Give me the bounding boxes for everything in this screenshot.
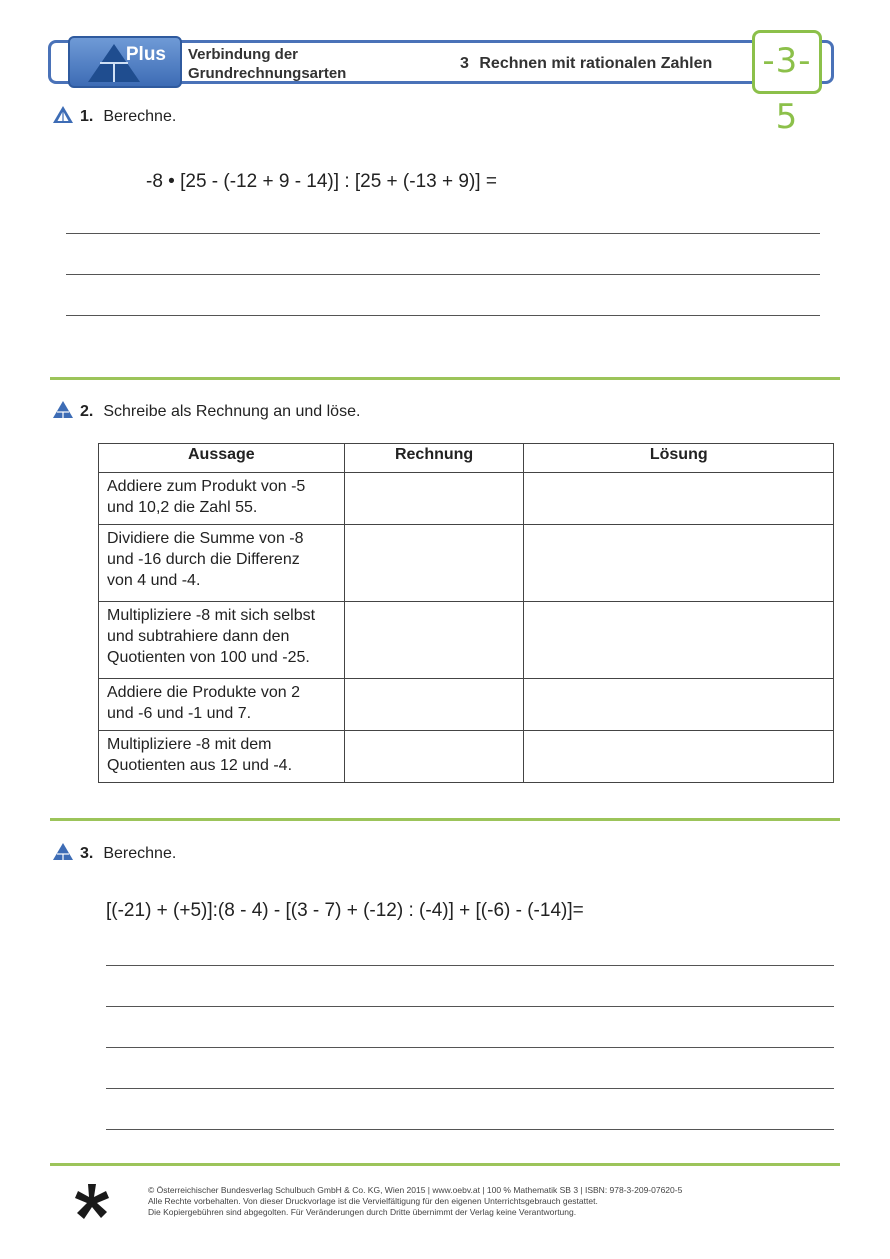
solution-cell[interactable]	[524, 602, 834, 679]
copyright-line-3: Die Kopiergebühren sind abgegolten. Für Veränderungen durch Dritte übernimmt der Verlag keine Verantwortung.	[148, 1207, 577, 1217]
task2-heading	[80, 403, 360, 421]
section-divider-3	[50, 1163, 840, 1166]
task1-expression: -8 • [25 - (-12 + 9 - 14)] : [25 + (-13 + 9)] =	[146, 171, 497, 192]
statement-cell	[99, 473, 345, 525]
statement-line: Quotienten aus 12 und -4.	[107, 757, 293, 774]
table-row	[99, 473, 834, 525]
page-number-badge: -3-5	[752, 30, 822, 94]
statement-line: Multipliziere -8 mit dem	[107, 736, 272, 753]
column-header-aussage: Aussage	[99, 444, 345, 473]
task3-answer-line-2[interactable]	[106, 1006, 834, 1007]
statement-line: Addiere die Produkte von 2	[107, 684, 301, 701]
task1-number: 1.	[80, 108, 94, 125]
task3-instruction: Berechne.	[103, 845, 177, 862]
copyright-line-1: © Österreichischer Bundesverlag Schulbuch GmbH & Co. KG, Wien 2015 | www.oebv.at | 100 % Mathematik SB 3 | ISBN: 978-3-209-07620-5	[148, 1185, 683, 1195]
statement-line: von 4 und -4.	[107, 572, 201, 589]
difficulty-triangle-icon	[53, 843, 73, 860]
solution-cell[interactable]	[524, 731, 834, 783]
task3-answer-line-3[interactable]	[106, 1047, 834, 1048]
solution-cell[interactable]	[524, 679, 834, 731]
calculation-cell[interactable]	[344, 525, 524, 602]
task1-heading	[80, 108, 176, 126]
calculation-cell[interactable]	[344, 473, 524, 525]
section-divider-1	[50, 377, 840, 380]
task2-number: 2.	[80, 403, 94, 420]
table-row	[99, 679, 834, 731]
task3-answer-line-5[interactable]	[106, 1129, 834, 1130]
statement-line: und -6 und -1 und 7.	[107, 705, 252, 722]
difficulty-triangle-icon	[53, 106, 73, 123]
header-subtitle-line2: Grundrechnungsarten	[188, 65, 347, 82]
task2-instruction: Schreibe als Rechnung an und löse.	[103, 403, 361, 420]
statement-cell	[99, 602, 345, 679]
table-row	[99, 602, 834, 679]
copyright-notice	[148, 1185, 682, 1218]
calculation-cell[interactable]	[344, 731, 524, 783]
calculation-cell[interactable]	[344, 602, 524, 679]
section-divider-2	[50, 818, 840, 821]
column-header-rechnung: Rechnung	[344, 444, 524, 473]
header-bracket-right	[824, 40, 834, 84]
task3-answer-line-1[interactable]	[106, 965, 834, 966]
chapter-number: 3	[460, 55, 469, 72]
task3-number: 3.	[80, 845, 94, 862]
calculation-cell[interactable]	[344, 679, 524, 731]
table-header-row	[99, 444, 834, 473]
task3-heading	[80, 845, 176, 863]
header-bracket-left	[48, 40, 58, 84]
task3-expression: [(-21) + (+5)]:(8 - 4) - [(3 - 7) + (-12) : (-4)] + [(-6) - (-14)]=	[106, 900, 584, 921]
statement-cell	[99, 731, 345, 783]
statement-line: und subtrahiere dann den	[107, 628, 290, 645]
table-row	[99, 525, 834, 602]
column-header-loesung: Lösung	[524, 444, 834, 473]
chapter-title	[460, 55, 712, 73]
statement-line: Quotienten von 100 und -25.	[107, 649, 310, 666]
header-subtitle-line1: Verbindung der	[188, 46, 299, 63]
task2-table	[98, 443, 834, 783]
solution-cell[interactable]	[524, 473, 834, 525]
statement-cell	[99, 679, 345, 731]
task1-answer-line-3[interactable]	[66, 315, 820, 316]
statement-cell	[99, 525, 345, 602]
statement-line: und -16 durch die Differenz	[107, 551, 300, 568]
header-subtitle	[188, 45, 346, 83]
publisher-logo-icon	[72, 1182, 112, 1222]
task1-instruction: Berechne.	[103, 108, 177, 125]
solution-cell[interactable]	[524, 525, 834, 602]
task1-answer-line-1[interactable]	[66, 233, 820, 234]
plus-badge	[68, 36, 182, 88]
plus-badge-label: Plus	[125, 44, 166, 65]
table-row	[99, 731, 834, 783]
statement-line: und 10,2 die Zahl 55.	[107, 499, 258, 516]
statement-line: Multipliziere -8 mit sich selbst	[107, 607, 316, 624]
chapter-name: Rechnen mit rationalen Zahlen	[479, 55, 713, 72]
task1-answer-line-2[interactable]	[66, 274, 820, 275]
copyright-line-2: Alle Rechte vorbehalten. Von dieser Druckvorlage ist die Vervielfältigung für den eigenen Unterrichtsgebrauch gestattet.	[148, 1196, 598, 1206]
statement-line: Addiere zum Produkt von -5	[107, 478, 306, 495]
statement-line: Dividiere die Summe von -8	[107, 530, 304, 547]
task3-answer-line-4[interactable]	[106, 1088, 834, 1089]
difficulty-triangle-icon	[53, 401, 73, 418]
